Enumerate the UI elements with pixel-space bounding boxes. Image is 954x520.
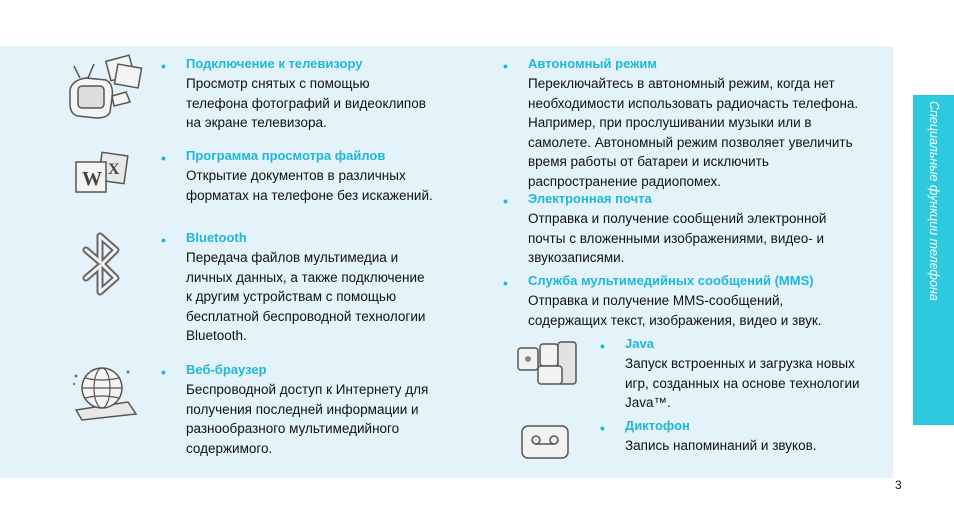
feature-title: Диктофон [625,418,690,433]
feature-description: Переключайтесь в автономный режим, когда нет необходимости использовать радиочасть телефона. Например, при прослушивании музыки или в самолете. Автономный режим позволяет увеличить время работы от батареи и исключить распространение радиопомех. [528,76,859,189]
feature-title: Bluetooth [186,230,247,245]
feature-title: Электронная почта [528,191,652,206]
feature-description: Запуск встроенных и загрузка новых игр, созданных на основе технологии Java™. [625,356,860,410]
svg-text:X: X [108,161,120,178]
bullet: • [161,232,166,248]
feature-title: Подключение к телевизору [186,56,363,71]
globe-icon [66,362,142,422]
bullet: • [503,58,508,74]
feature-description: Открытие документов в различных форматах на телефоне без искажений. [186,168,433,203]
bullet: • [161,150,166,166]
feature-voice-recorder [600,418,817,456]
feature-description: Запись напоминаний и звуков. [625,438,817,453]
tv-connection-icon [64,52,144,124]
feature-description: Отправка и получение MMS-сообщений, содержащих текст, изображения, видео и звук. [528,293,822,328]
feature-title: Java [625,336,654,351]
svg-text:W: W [82,168,102,190]
feature-title: Программа просмотра файлов [186,148,386,163]
feature-title: Веб-браузер [186,362,267,377]
feature-file-viewer [161,148,433,205]
feature-mms [503,273,822,330]
bullet: • [503,275,508,291]
bluetooth-icon [72,232,132,296]
feature-description: Просмотр снятых с помощью телефона фотографий и видеоклипов на экране телевизора. [186,76,426,130]
feature-java [600,336,860,413]
feature-bluetooth [161,230,426,346]
voice-recorder-icon [518,422,574,462]
bullet: • [161,364,166,380]
feature-description: Отправка и получение сообщений электронной почты с вложенными изображениями, видео- и звукозаписями. [528,211,827,265]
bullet: • [161,58,166,74]
feature-description: Беспроводной доступ к Интернету для получения последней информации и разнообразного мультимедийного содержимого. [186,382,429,456]
feature-title: Автономный режим [528,56,657,71]
feature-tv-connection [161,56,426,133]
bullet: • [600,338,605,354]
file-viewer-icon [70,150,136,196]
feature-web-browser [161,362,429,458]
bullet: • [503,193,508,209]
section-side-tab-label: Специальные функции телефона [927,101,941,301]
bullet: • [600,420,605,436]
page-number: 3 [895,478,902,492]
feature-title: Служба мультимедийных сообщений (MMS) [528,273,814,288]
feature-description: Передача файлов мультимедиа и личных данных, а также подключение к другим устройствам с помощью бесплатной беспроводной технологии Bluetooth. [186,250,426,343]
feature-offline-mode [503,56,859,191]
java-blocks-icon [514,340,580,390]
feature-email [503,191,827,268]
section-side-tab [913,95,954,425]
